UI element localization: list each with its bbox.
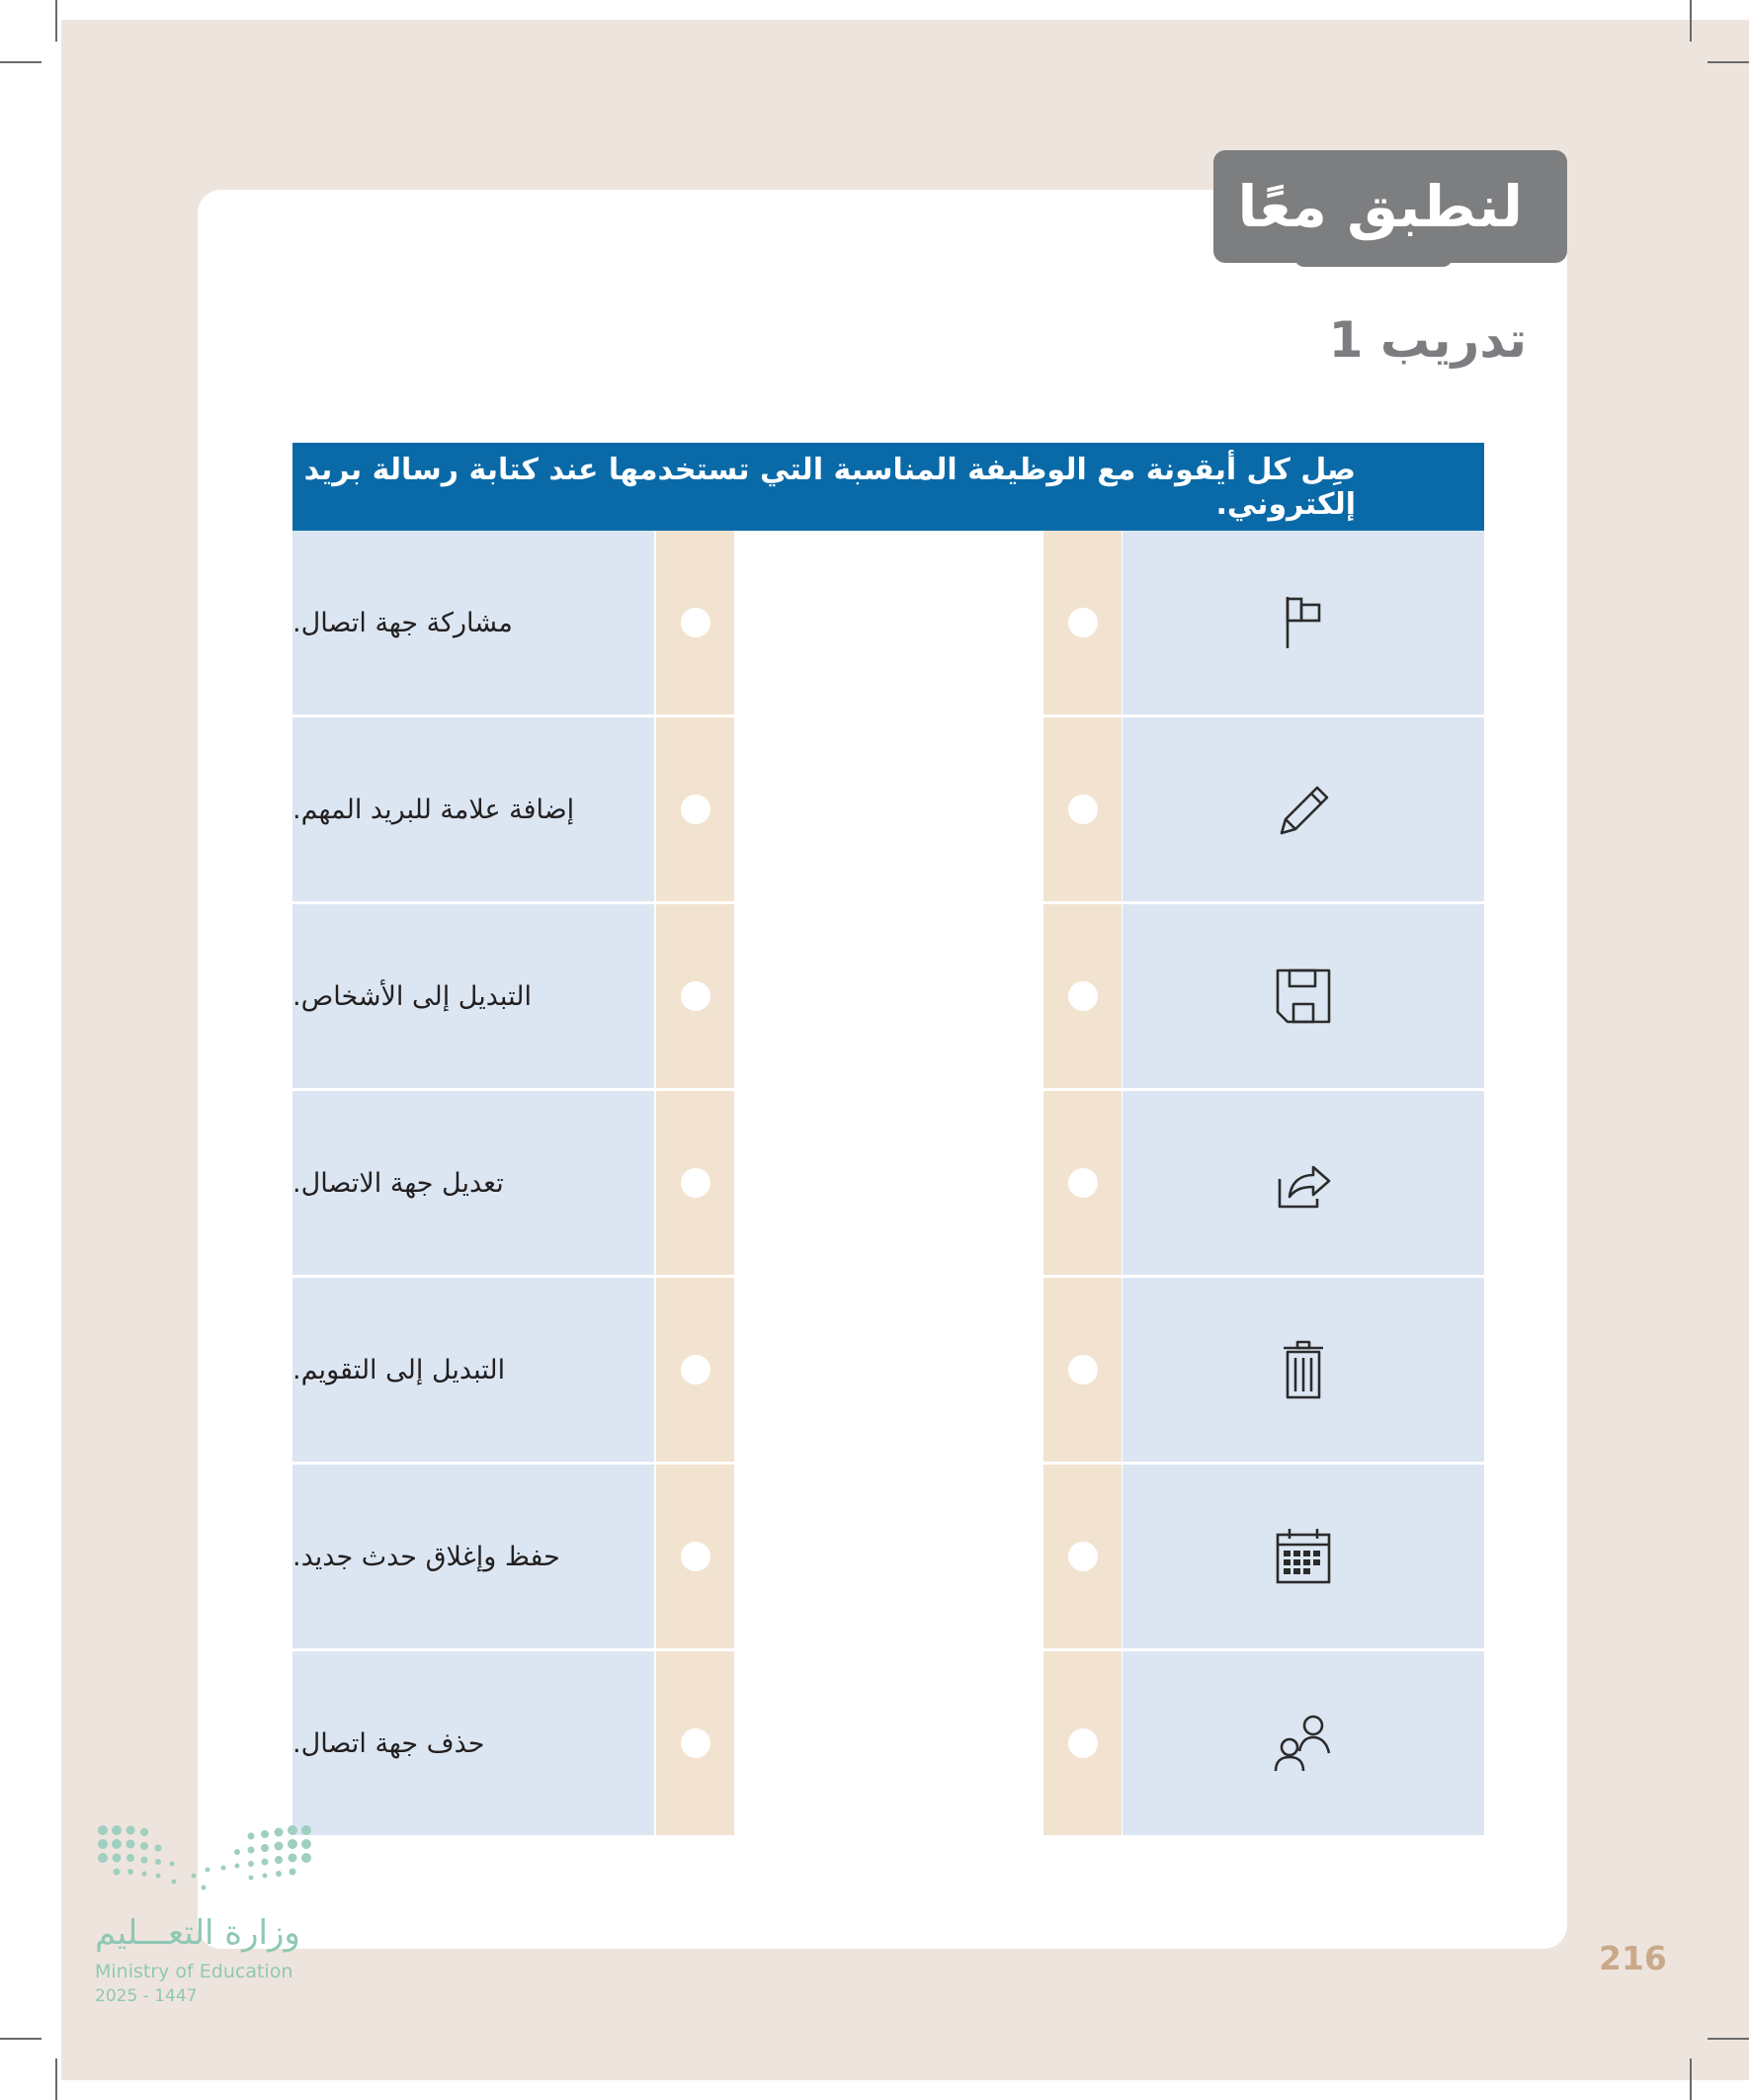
icon-dot-column	[1043, 1278, 1122, 1462]
calendar-icon	[1272, 1525, 1335, 1588]
function-dot-column	[656, 1465, 734, 1648]
table-row	[292, 1278, 1484, 1465]
table-instruction: صِل كل أيقونة مع الوظيفة المناسبة التي تستخدمها عند كتابة رسالة بريد إلكتروني.	[292, 443, 1484, 531]
table-row	[292, 1651, 1484, 1838]
function-cell: حذف جهة اتصال.	[292, 1651, 654, 1835]
pencil-icon	[1272, 778, 1335, 841]
crop-mark	[0, 61, 42, 63]
icon-connect-dot[interactable]	[1068, 1168, 1098, 1198]
table-rows	[292, 531, 1484, 1838]
crop-mark	[1707, 61, 1749, 63]
function-connect-dot[interactable]	[681, 981, 710, 1011]
matching-table	[292, 443, 1484, 1838]
icon-cell	[1123, 904, 1484, 1088]
page-number: 216	[1599, 1939, 1667, 1977]
crop-mark	[1707, 2038, 1749, 2040]
function-dot-column	[656, 1091, 734, 1275]
function-cell: حفظ وإغلاق حدث جديد.	[292, 1465, 654, 1648]
function-connect-dot[interactable]	[681, 795, 710, 824]
icon-cell	[1123, 717, 1484, 901]
function-cell: تعديل جهة الاتصال.	[292, 1091, 654, 1275]
table-row	[292, 904, 1484, 1091]
icon-cell	[1123, 531, 1484, 714]
function-connect-dot[interactable]	[681, 1355, 710, 1385]
save-icon	[1272, 965, 1335, 1028]
function-dot-column	[656, 717, 734, 901]
function-cell: مشاركة جهة اتصال.	[292, 531, 654, 714]
crop-mark	[55, 0, 57, 42]
crop-mark	[55, 2058, 57, 2100]
ministry-name-arabic: وزارة التعـــليم	[95, 1913, 300, 1953]
icon-cell	[1123, 1091, 1484, 1275]
icon-cell	[1123, 1278, 1484, 1462]
share-icon	[1272, 1151, 1335, 1215]
icon-dot-column	[1043, 717, 1122, 901]
icon-connect-dot[interactable]	[1068, 1355, 1098, 1385]
ministry-year: 2025 - 1447	[95, 1986, 198, 2006]
crop-mark	[1690, 0, 1692, 42]
flag-icon	[1272, 591, 1335, 654]
function-dot-column	[656, 531, 734, 714]
icon-connect-dot[interactable]	[1068, 981, 1098, 1011]
icon-connect-dot[interactable]	[1068, 608, 1098, 637]
function-connect-dot[interactable]	[681, 1728, 710, 1758]
table-row	[292, 531, 1484, 717]
function-connect-dot[interactable]	[681, 1168, 710, 1198]
icon-connect-dot[interactable]	[1068, 795, 1098, 824]
function-connect-dot[interactable]	[681, 608, 710, 637]
ministry-logo-dots	[95, 1824, 314, 1899]
icon-dot-column	[1043, 1465, 1122, 1648]
icon-dot-column	[1043, 1651, 1122, 1835]
function-dot-column	[656, 1278, 734, 1462]
crop-mark	[0, 2038, 42, 2040]
table-row	[292, 1091, 1484, 1278]
function-cell: إضافة علامة للبريد المهم.	[292, 717, 654, 901]
function-cell: التبديل إلى التقويم.	[292, 1278, 654, 1462]
icon-dot-column	[1043, 904, 1122, 1088]
section-banner-text: لنطبق معًا	[1237, 173, 1523, 240]
people-icon	[1272, 1712, 1335, 1775]
function-connect-dot[interactable]	[681, 1542, 710, 1571]
icon-cell	[1123, 1465, 1484, 1648]
section-banner	[1213, 150, 1567, 263]
ministry-name-english: Ministry of Education	[95, 1961, 293, 1982]
icon-connect-dot[interactable]	[1068, 1542, 1098, 1571]
icon-dot-column	[1043, 531, 1122, 714]
table-row	[292, 1465, 1484, 1651]
icon-dot-column	[1043, 1091, 1122, 1275]
table-row	[292, 717, 1484, 904]
exercise-title: تدريب 1	[1328, 311, 1527, 369]
icon-connect-dot[interactable]	[1068, 1728, 1098, 1758]
trash-icon	[1272, 1338, 1335, 1401]
crop-mark	[1690, 2058, 1692, 2100]
function-cell: التبديل إلى الأشخاص.	[292, 904, 654, 1088]
icon-cell	[1123, 1651, 1484, 1835]
function-dot-column	[656, 1651, 734, 1835]
function-dot-column	[656, 904, 734, 1088]
